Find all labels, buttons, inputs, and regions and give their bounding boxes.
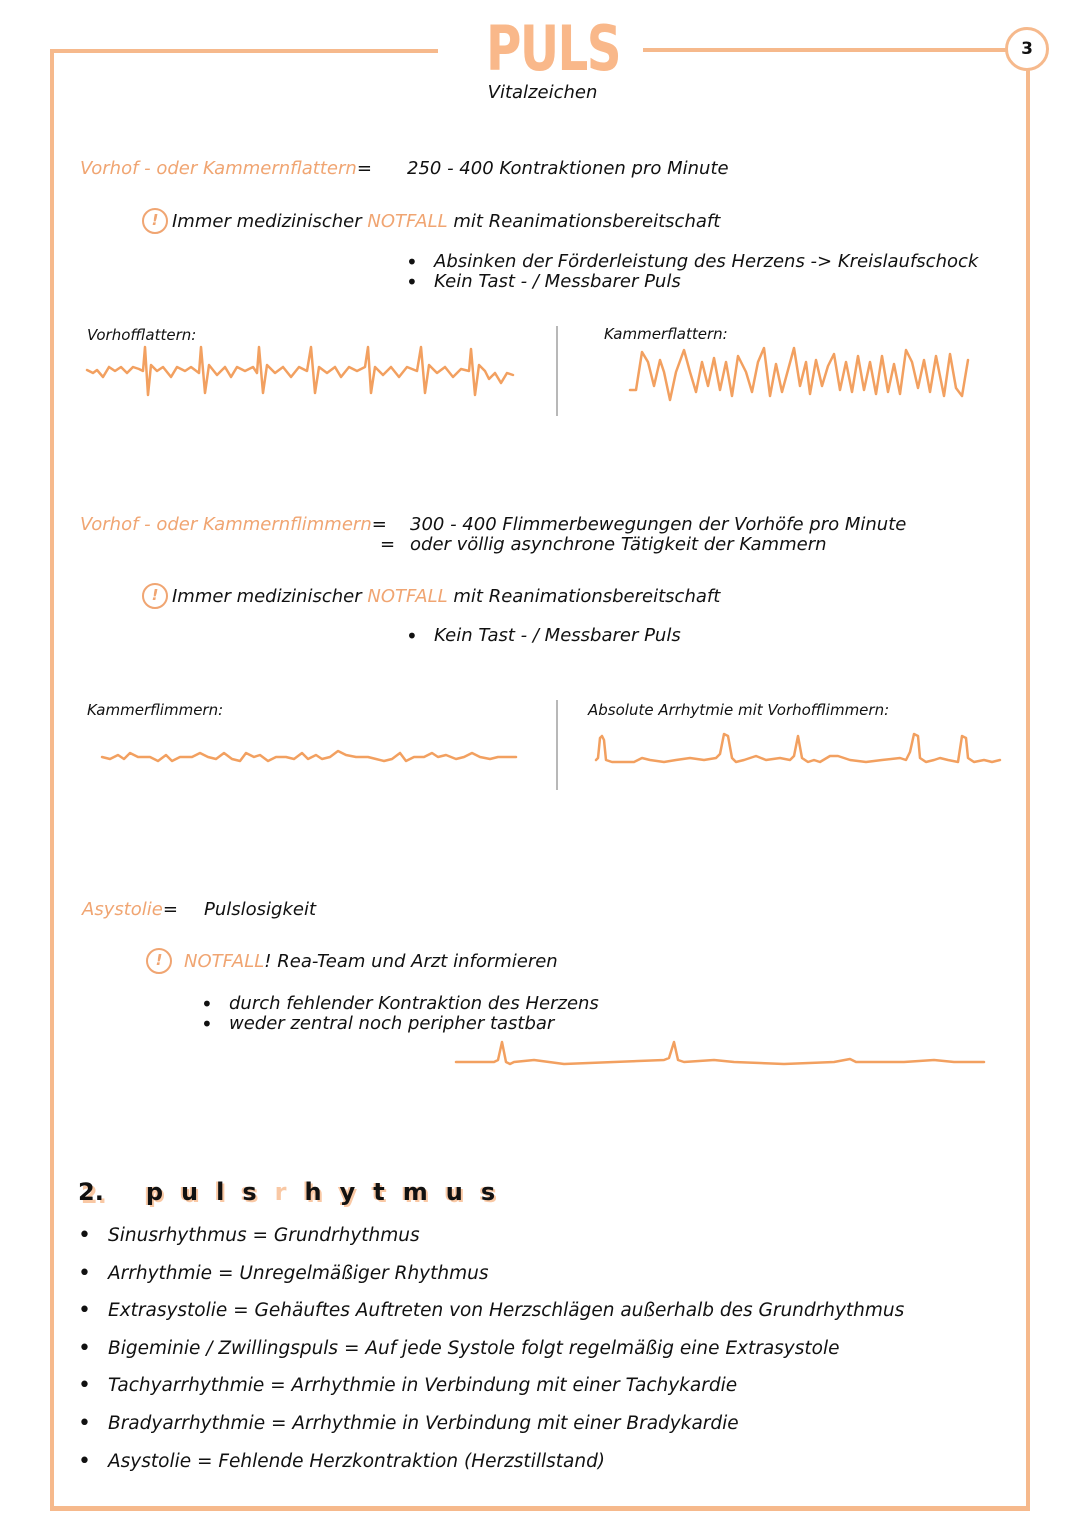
- page-number-badge: 3: [1005, 27, 1049, 71]
- section-letter: l: [216, 1178, 225, 1206]
- frame-top-right: [643, 48, 1008, 52]
- frame-top-left: [50, 49, 438, 53]
- alert-text: NOTFALL! Rea-Team und Arzt informieren: [184, 950, 558, 972]
- flattern-bullets: [406, 252, 978, 292]
- page-subtitle: Vitalzeichen: [487, 82, 598, 103]
- exclamation-circle-icon: !: [142, 583, 168, 609]
- section-letter: r: [274, 1178, 287, 1206]
- alert-text: Immer medizinischer NOTFALL mit Reanimationsbereitschaft: [172, 210, 721, 232]
- section-letter: h: [304, 1178, 322, 1206]
- list-item: • Asystolie = Fehlende Herzkontraktion (Herzstillstand): [78, 1448, 904, 1486]
- ecg-divider: [556, 326, 558, 416]
- section-letter: t: [373, 1178, 385, 1206]
- list-item: • Absinken der Förderleistung des Herzens -> Kreislaufschock: [406, 252, 978, 272]
- flimmern-bullets: [406, 626, 681, 646]
- flimmern-alert: [142, 583, 720, 609]
- flimmern-definition-1: 300 - 400 Flimmerbewegungen der Vorhöfe pro Minute: [410, 514, 907, 535]
- section-number: 2.: [78, 1178, 104, 1206]
- notfall-keyword: NOTFALL: [367, 210, 448, 232]
- list-item: • weder zentral noch peripher tastbar: [201, 1014, 599, 1034]
- section-letter: u: [445, 1178, 463, 1206]
- flimmern-definition-2: oder völlig asynchrone Tätigkeit der Kammern: [410, 534, 827, 555]
- alert-text: Immer medizinischer NOTFALL mit Reanimationsbereitschaft: [172, 585, 721, 607]
- ecg-divider: [556, 700, 558, 790]
- flattern-alert: [142, 208, 720, 234]
- ecg-label-kammerflimmern: Kammerflimmern:: [87, 701, 224, 719]
- flattern-definition: 250 - 400 Kontraktionen pro Minute: [407, 158, 729, 179]
- flimmern-term: Vorhof - oder Kammernflimmern: [80, 514, 372, 535]
- equals-sign-2: =: [380, 534, 396, 555]
- list-item: • Sinusrhythmus = Grundrhythmus: [78, 1222, 904, 1260]
- flattern-term: Vorhof - oder Kammernflattern: [80, 158, 357, 179]
- asystolie-term: Asystolie: [82, 899, 163, 920]
- flimmern-definition-row: [80, 514, 387, 535]
- ecg-asystolie-graphic: [454, 1038, 986, 1068]
- equals-sign: =: [356, 158, 372, 179]
- section-letter: y: [339, 1178, 356, 1206]
- asystolie-definition-row: [82, 899, 178, 920]
- section-title-pulsrhythmus: [78, 1178, 495, 1206]
- equals-sign: =: [371, 514, 387, 535]
- asystolie-alert: [146, 948, 558, 974]
- list-item: • Kein Tast - / Messbarer Puls: [406, 626, 681, 646]
- ecg-kammerflimmern-graphic: [100, 745, 520, 769]
- list-item: • durch fehlender Kontraktion des Herzens: [201, 994, 599, 1014]
- list-item: • Bradyarrhythmie = Arrhythmie in Verbindung mit einer Bradykardie: [78, 1410, 904, 1448]
- ecg-label-vorhofflattern: Vorhofflattern:: [87, 326, 197, 344]
- frame-bottom: [50, 1506, 1030, 1511]
- notfall-keyword: NOTFALL: [184, 950, 265, 972]
- ecg-label-kammerflattern: Kammerflattern:: [604, 325, 728, 343]
- page-title: PULS: [485, 12, 621, 85]
- pulsrhythmus-list: [78, 1222, 904, 1485]
- equals-sign: =: [162, 899, 178, 920]
- section-letter: u: [181, 1178, 199, 1206]
- section-letter: p: [145, 1178, 164, 1206]
- ecg-kammerflattern-graphic: [628, 342, 973, 407]
- list-item: • Extrasystolie = Gehäuftes Auftreten von Herzschlägen außerhalb des Grundrhythmus: [78, 1297, 904, 1335]
- exclamation-circle-icon: !: [146, 948, 172, 974]
- ecg-label-absolute-arrhythmie: Absolute Arrhytmie mit Vorhofflimmern:: [588, 701, 890, 719]
- ecg-vorhofflattern-graphic: [85, 345, 515, 405]
- list-item: • Bigeminie / Zwillingspuls = Auf jede Systole folgt regelmäßig eine Extrasystole: [78, 1335, 904, 1373]
- frame-right: [1026, 70, 1030, 1511]
- section-letter: s: [242, 1178, 257, 1206]
- list-item: • Kein Tast - / Messbarer Puls: [406, 272, 978, 292]
- list-item: • Arrhythmie = Unregelmäßiger Rhythmus: [78, 1260, 904, 1298]
- asystolie-definition: Pulslosigkeit: [204, 899, 317, 920]
- frame-left: [50, 49, 54, 1511]
- exclamation-circle-icon: !: [142, 208, 168, 234]
- section-letter: m: [402, 1178, 428, 1206]
- ecg-absolute-arrhythmie-graphic: [594, 728, 1004, 772]
- asystolie-bullets: [201, 994, 599, 1034]
- list-item: • Tachyarrhythmie = Arrhythmie in Verbindung mit einer Tachykardie: [78, 1372, 904, 1410]
- flattern-definition-row: [80, 158, 372, 179]
- section-letter: s: [480, 1178, 496, 1206]
- notfall-keyword: NOTFALL: [367, 585, 448, 607]
